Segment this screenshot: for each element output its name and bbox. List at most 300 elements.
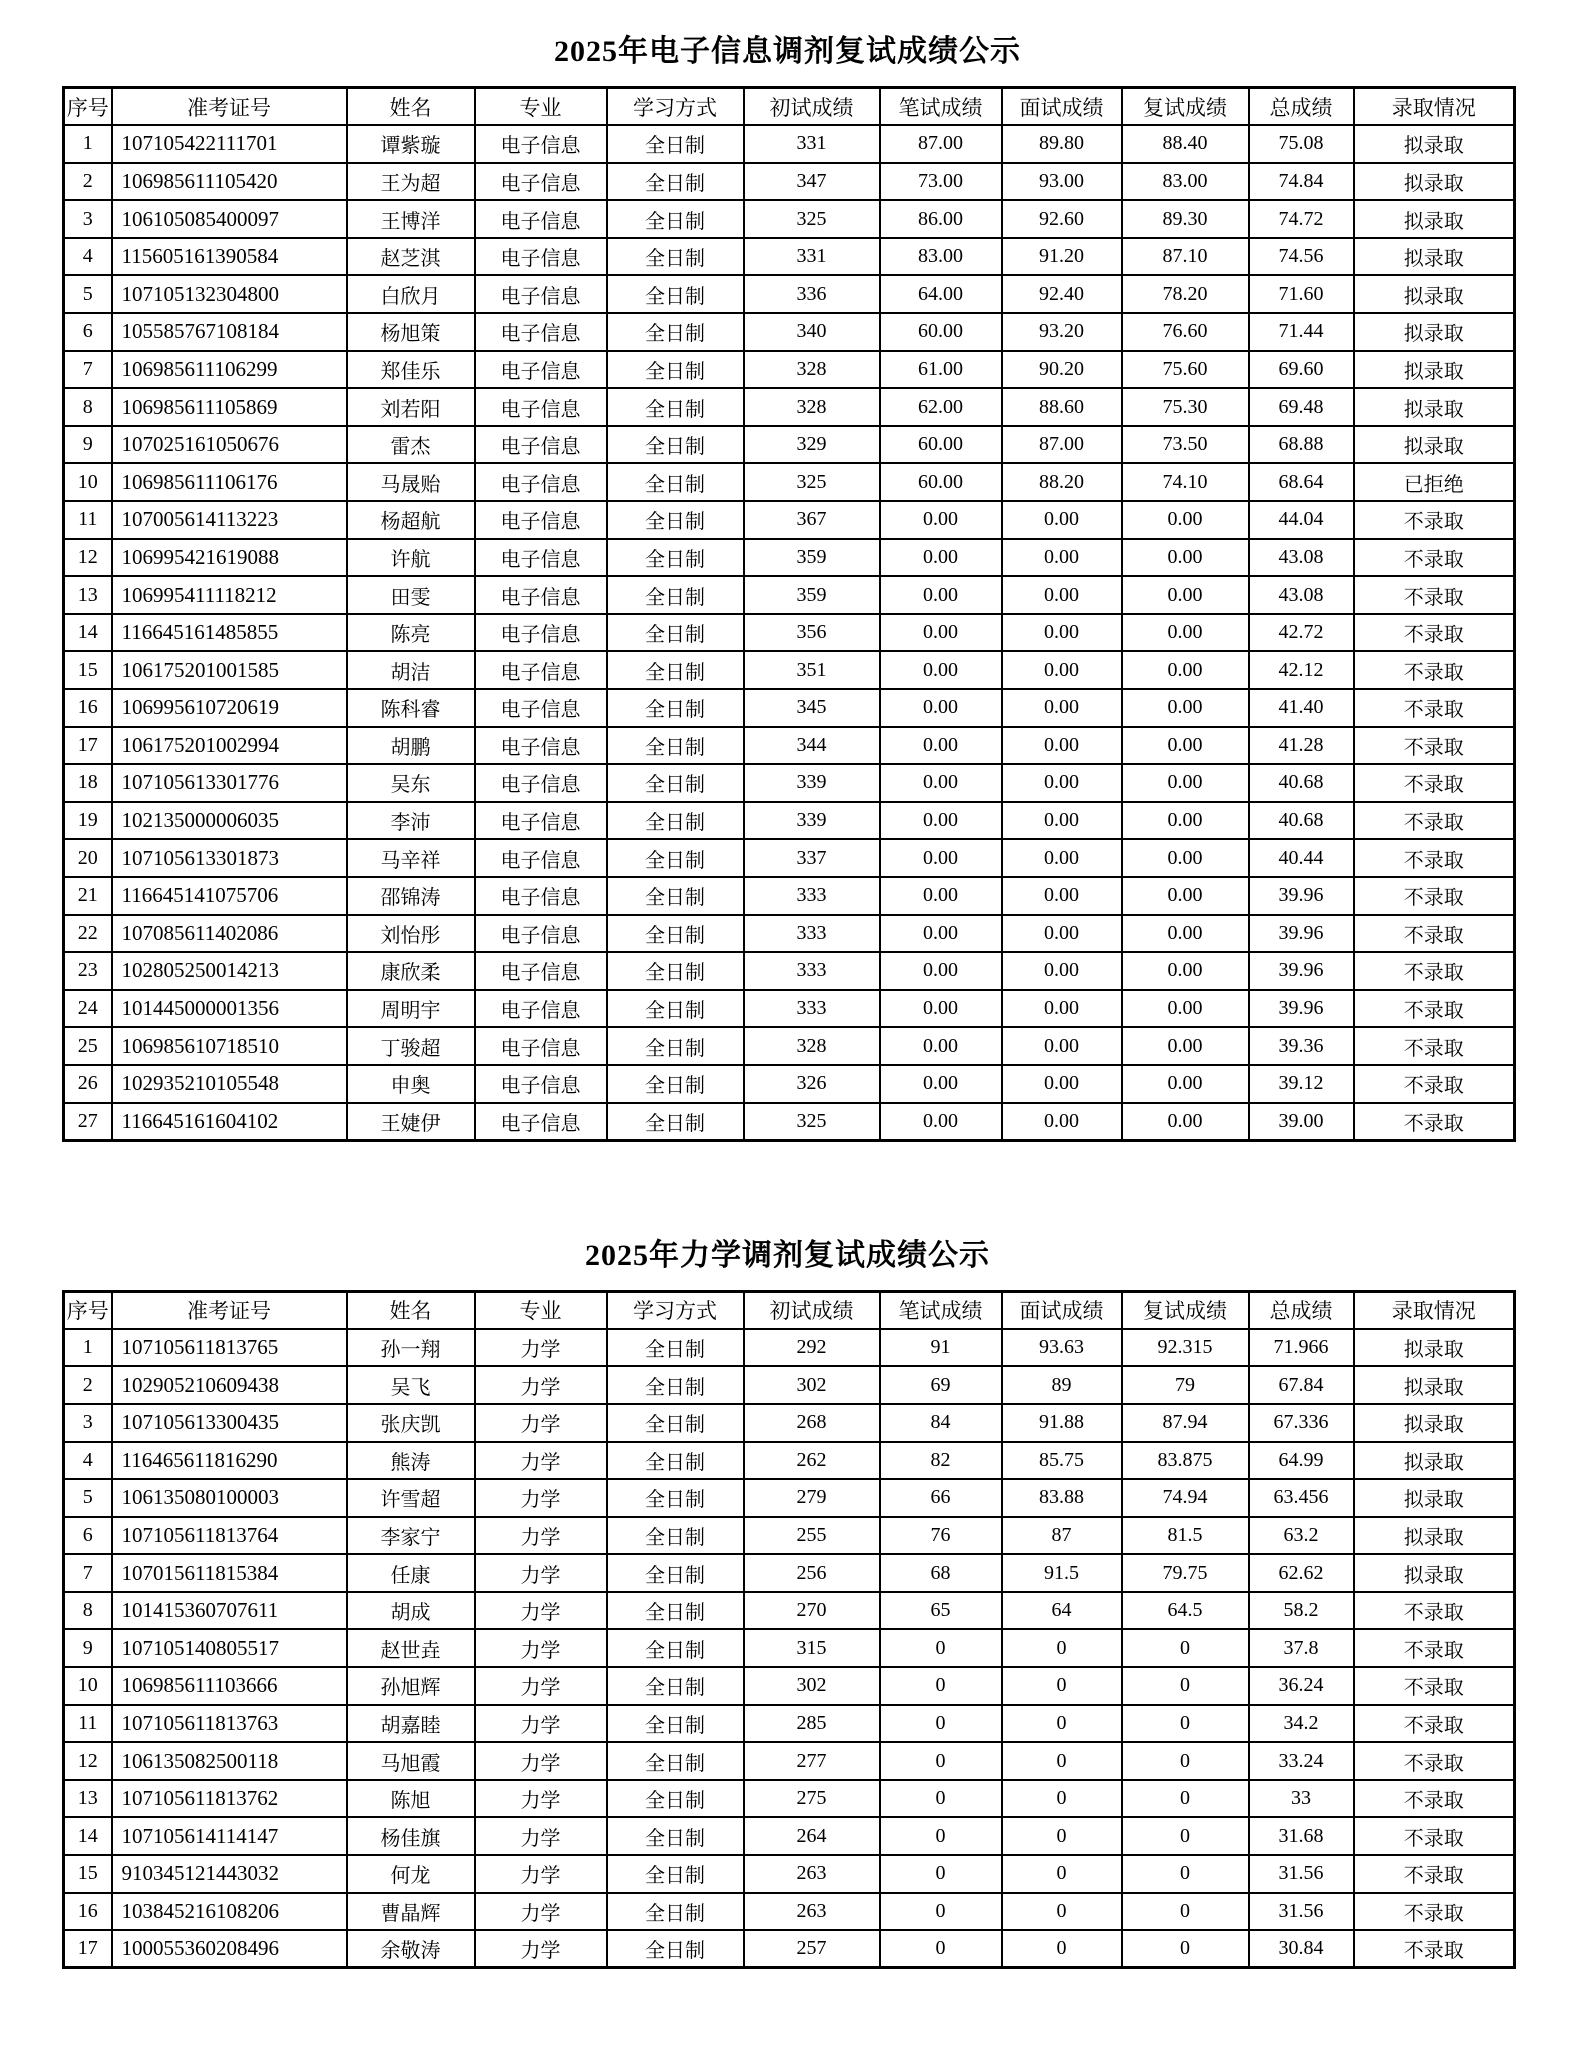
cell-admission-status: 不录取: [1354, 1817, 1515, 1855]
cell-initial-score: 277: [744, 1742, 880, 1780]
cell-written-score: 0.00: [880, 764, 1002, 802]
cell-retest-score: 74.10: [1122, 463, 1249, 501]
cell-ticket-number: 107005614113223: [112, 501, 347, 539]
cell-total-score: 39.96: [1249, 990, 1354, 1028]
cell-ticket-number: 107105611813762: [112, 1780, 347, 1818]
cell-index: 19: [64, 802, 112, 840]
cell-ticket-number: 106105085400097: [112, 200, 347, 238]
table-row: [64, 200, 1515, 238]
cell-study-mode: 全日制: [607, 990, 744, 1028]
cell-ticket-number: 910345121443032: [112, 1855, 347, 1893]
cell-index: 18: [64, 764, 112, 802]
cell-total-score: 68.88: [1249, 426, 1354, 464]
cell-total-score: 43.08: [1249, 576, 1354, 614]
cell-retest-score: 0.00: [1122, 689, 1249, 727]
cell-interview-score: 0: [1002, 1855, 1122, 1893]
cell-name: 刘怡彤: [347, 915, 475, 953]
cell-retest-score: 0: [1122, 1930, 1249, 1968]
cell-ticket-number: 115605161390584: [112, 238, 347, 276]
cell-admission-status: 不录取: [1354, 952, 1515, 990]
cell-study-mode: 全日制: [607, 915, 744, 953]
cell-total-score: 74.56: [1249, 238, 1354, 276]
cell-initial-score: 367: [744, 501, 880, 539]
cell-name: 邵锦涛: [347, 877, 475, 915]
cell-total-score: 71.44: [1249, 313, 1354, 351]
cell-study-mode: 全日制: [607, 501, 744, 539]
cell-total-score: 39.96: [1249, 952, 1354, 990]
cell-name: 熊涛: [347, 1442, 475, 1480]
cell-major: 电子信息: [475, 990, 607, 1028]
cell-study-mode: 全日制: [607, 689, 744, 727]
cell-total-score: 69.48: [1249, 388, 1354, 426]
cell-major: 电子信息: [475, 689, 607, 727]
column-header: 总成绩: [1249, 1291, 1354, 1329]
table-row: [64, 1329, 1515, 1367]
cell-ticket-number: 107105613301873: [112, 839, 347, 877]
cell-index: 24: [64, 990, 112, 1028]
cell-interview-score: 0.00: [1002, 1065, 1122, 1103]
cell-written-score: 0.00: [880, 1065, 1002, 1103]
cell-major: 电子信息: [475, 802, 607, 840]
cell-interview-score: 90.20: [1002, 351, 1122, 389]
cell-index: 8: [64, 1592, 112, 1630]
cell-admission-status: 拟录取: [1354, 163, 1515, 201]
cell-retest-score: 76.60: [1122, 313, 1249, 351]
cell-name: 杨超航: [347, 501, 475, 539]
cell-name: 吴飞: [347, 1366, 475, 1404]
cell-retest-score: 87.94: [1122, 1404, 1249, 1442]
cell-total-score: 31.68: [1249, 1817, 1354, 1855]
column-header: 专业: [475, 88, 607, 126]
cell-study-mode: 全日制: [607, 839, 744, 877]
cell-index: 6: [64, 313, 112, 351]
cell-total-score: 74.72: [1249, 200, 1354, 238]
cell-index: 27: [64, 1103, 112, 1141]
cell-name: 何龙: [347, 1855, 475, 1893]
table-row: [64, 125, 1515, 163]
cell-written-score: 0.00: [880, 651, 1002, 689]
cell-study-mode: 全日制: [607, 351, 744, 389]
cell-retest-score: 0.00: [1122, 539, 1249, 577]
cell-index: 2: [64, 1366, 112, 1404]
cell-written-score: 73.00: [880, 163, 1002, 201]
cell-total-score: 40.68: [1249, 764, 1354, 802]
column-header: 面试成绩: [1002, 1291, 1122, 1329]
table-row: [64, 1667, 1515, 1705]
cell-written-score: 66: [880, 1479, 1002, 1517]
cell-initial-score: 279: [744, 1479, 880, 1517]
cell-major: 力学: [475, 1893, 607, 1931]
column-header: 笔试成绩: [880, 1291, 1002, 1329]
cell-written-score: 84: [880, 1404, 1002, 1442]
column-header: 准考证号: [112, 1291, 347, 1329]
cell-study-mode: 全日制: [607, 952, 744, 990]
cell-interview-score: 0.00: [1002, 915, 1122, 953]
cell-initial-score: 333: [744, 877, 880, 915]
cell-ticket-number: 106985611105420: [112, 163, 347, 201]
cell-major: 力学: [475, 1705, 607, 1743]
cell-index: 25: [64, 1027, 112, 1065]
cell-ticket-number: 107085611402086: [112, 915, 347, 953]
cell-written-score: 0.00: [880, 1103, 1002, 1141]
cell-admission-status: 不录取: [1354, 539, 1515, 577]
cell-name: 许航: [347, 539, 475, 577]
cell-total-score: 71.966: [1249, 1329, 1354, 1367]
cell-interview-score: 91.20: [1002, 238, 1122, 276]
cell-name: 郑佳乐: [347, 351, 475, 389]
cell-major: 电子信息: [475, 764, 607, 802]
table-row: [64, 614, 1515, 652]
cell-initial-score: 302: [744, 1366, 880, 1404]
header-row: [64, 88, 1515, 126]
cell-index: 13: [64, 576, 112, 614]
cell-written-score: 65: [880, 1592, 1002, 1630]
cell-major: 电子信息: [475, 614, 607, 652]
cell-written-score: 0.00: [880, 802, 1002, 840]
cell-name: 杨旭策: [347, 313, 475, 351]
cell-index: 14: [64, 1817, 112, 1855]
cell-interview-score: 64: [1002, 1592, 1122, 1630]
column-header: 序号: [64, 88, 112, 126]
cell-initial-score: 337: [744, 839, 880, 877]
cell-index: 15: [64, 1855, 112, 1893]
cell-total-score: 67.84: [1249, 1366, 1354, 1404]
cell-retest-score: 79.75: [1122, 1554, 1249, 1592]
cell-total-score: 39.96: [1249, 915, 1354, 953]
cell-total-score: 40.44: [1249, 839, 1354, 877]
cell-ticket-number: 106995411118212: [112, 576, 347, 614]
column-header: 初试成绩: [744, 1291, 880, 1329]
column-header: 学习方式: [607, 88, 744, 126]
cell-major: 电子信息: [475, 163, 607, 201]
cell-admission-status: 不录取: [1354, 1065, 1515, 1103]
cell-initial-score: 292: [744, 1329, 880, 1367]
cell-major: 电子信息: [475, 1027, 607, 1065]
cell-admission-status: 拟录取: [1354, 125, 1515, 163]
cell-retest-score: 75.60: [1122, 351, 1249, 389]
cell-major: 电子信息: [475, 426, 607, 464]
table-row: [64, 539, 1515, 577]
table-row: [64, 1103, 1515, 1141]
cell-initial-score: 351: [744, 651, 880, 689]
cell-study-mode: 全日制: [607, 1855, 744, 1893]
cell-major: 电子信息: [475, 125, 607, 163]
cell-study-mode: 全日制: [607, 1893, 744, 1931]
cell-total-score: 39.36: [1249, 1027, 1354, 1065]
cell-major: 力学: [475, 1780, 607, 1818]
cell-written-score: 0.00: [880, 576, 1002, 614]
cell-retest-score: 75.30: [1122, 388, 1249, 426]
cell-retest-score: 0.00: [1122, 576, 1249, 614]
cell-study-mode: 全日制: [607, 539, 744, 577]
cell-index: 14: [64, 614, 112, 652]
cell-written-score: 0: [880, 1855, 1002, 1893]
cell-ticket-number: 107015611815384: [112, 1554, 347, 1592]
cell-interview-score: 0.00: [1002, 614, 1122, 652]
cell-major: 力学: [475, 1404, 607, 1442]
cell-retest-score: 0: [1122, 1780, 1249, 1818]
cell-admission-status: 不录取: [1354, 1780, 1515, 1818]
cell-ticket-number: 107105613300435: [112, 1404, 347, 1442]
table-row: [64, 651, 1515, 689]
table-row: [64, 501, 1515, 539]
cell-index: 10: [64, 1667, 112, 1705]
cell-initial-score: 340: [744, 313, 880, 351]
cell-interview-score: 88.20: [1002, 463, 1122, 501]
cell-retest-score: 87.10: [1122, 238, 1249, 276]
table-row: [64, 238, 1515, 276]
cell-major: 力学: [475, 1930, 607, 1968]
cell-interview-score: 89: [1002, 1366, 1122, 1404]
cell-name: 许雪超: [347, 1479, 475, 1517]
cell-admission-status: 拟录取: [1354, 388, 1515, 426]
cell-study-mode: 全日制: [607, 463, 744, 501]
cell-ticket-number: 107025161050676: [112, 426, 347, 464]
cell-major: 电子信息: [475, 576, 607, 614]
cell-interview-score: 0.00: [1002, 764, 1122, 802]
cell-index: 3: [64, 200, 112, 238]
cell-initial-score: 325: [744, 463, 880, 501]
table-row: [64, 1479, 1515, 1517]
table-row: [64, 1404, 1515, 1442]
cell-index: 5: [64, 275, 112, 313]
cell-total-score: 41.28: [1249, 727, 1354, 765]
column-header: 姓名: [347, 1291, 475, 1329]
cell-admission-status: 不录取: [1354, 614, 1515, 652]
cell-retest-score: 0.00: [1122, 915, 1249, 953]
cell-written-score: 61.00: [880, 351, 1002, 389]
cell-study-mode: 全日制: [607, 614, 744, 652]
cell-study-mode: 全日制: [607, 1329, 744, 1367]
cell-initial-score: 331: [744, 125, 880, 163]
cell-interview-score: 0.00: [1002, 727, 1122, 765]
cell-written-score: 0: [880, 1742, 1002, 1780]
cell-study-mode: 全日制: [607, 313, 744, 351]
cell-initial-score: 263: [744, 1855, 880, 1893]
cell-written-score: 0.00: [880, 915, 1002, 953]
cell-written-score: 62.00: [880, 388, 1002, 426]
cell-initial-score: 344: [744, 727, 880, 765]
cell-retest-score: 0.00: [1122, 839, 1249, 877]
cell-initial-score: 331: [744, 238, 880, 276]
cell-initial-score: 256: [744, 1554, 880, 1592]
cell-initial-score: 328: [744, 351, 880, 389]
cell-study-mode: 全日制: [607, 1629, 744, 1667]
cell-index: 6: [64, 1517, 112, 1555]
cell-initial-score: 302: [744, 1667, 880, 1705]
cell-written-score: 60.00: [880, 426, 1002, 464]
cell-major: 力学: [475, 1554, 607, 1592]
cell-total-score: 42.12: [1249, 651, 1354, 689]
cell-total-score: 63.456: [1249, 1479, 1354, 1517]
cell-ticket-number: 102805250014213: [112, 952, 347, 990]
cell-retest-score: 0.00: [1122, 501, 1249, 539]
cell-retest-score: 89.30: [1122, 200, 1249, 238]
cell-retest-score: 0.00: [1122, 802, 1249, 840]
table-row: [64, 1065, 1515, 1103]
table-title-mechanics: 2025年力学调剂复试成绩公示: [585, 1238, 990, 1272]
table-row: [64, 1629, 1515, 1667]
cell-initial-score: 345: [744, 689, 880, 727]
cell-index: 9: [64, 426, 112, 464]
cell-name: 马辛祥: [347, 839, 475, 877]
cell-name: 康欣柔: [347, 952, 475, 990]
cell-index: 12: [64, 1742, 112, 1780]
cell-study-mode: 全日制: [607, 125, 744, 163]
cell-ticket-number: 100055360208496: [112, 1930, 347, 1968]
cell-major: 力学: [475, 1817, 607, 1855]
cell-study-mode: 全日制: [607, 1404, 744, 1442]
cell-interview-score: 0: [1002, 1817, 1122, 1855]
cell-ticket-number: 107105422111701: [112, 125, 347, 163]
cell-name: 吴东: [347, 764, 475, 802]
cell-written-score: 0.00: [880, 501, 1002, 539]
cell-interview-score: 0.00: [1002, 877, 1122, 915]
cell-initial-score: 263: [744, 1893, 880, 1931]
cell-retest-score: 81.5: [1122, 1517, 1249, 1555]
cell-admission-status: 已拒绝: [1354, 463, 1515, 501]
cell-index: 9: [64, 1629, 112, 1667]
cell-interview-score: 88.60: [1002, 388, 1122, 426]
cell-ticket-number: 107105614114147: [112, 1817, 347, 1855]
table-row: [64, 1366, 1515, 1404]
cell-ticket-number: 106985611103666: [112, 1667, 347, 1705]
cell-major: 电子信息: [475, 877, 607, 915]
cell-study-mode: 全日制: [607, 1592, 744, 1630]
cell-ticket-number: 105585767108184: [112, 313, 347, 351]
cell-ticket-number: 116645161604102: [112, 1103, 347, 1141]
cell-major: 电子信息: [475, 388, 607, 426]
cell-total-score: 40.68: [1249, 802, 1354, 840]
cell-retest-score: 83.875: [1122, 1442, 1249, 1480]
cell-total-score: 30.84: [1249, 1930, 1354, 1968]
cell-initial-score: 264: [744, 1817, 880, 1855]
cell-study-mode: 全日制: [607, 1366, 744, 1404]
cell-ticket-number: 106985611106299: [112, 351, 347, 389]
cell-interview-score: 93.00: [1002, 163, 1122, 201]
cell-initial-score: 325: [744, 200, 880, 238]
cell-retest-score: 0.00: [1122, 727, 1249, 765]
cell-ticket-number: 102135000006035: [112, 802, 347, 840]
cell-study-mode: 全日制: [607, 1930, 744, 1968]
cell-initial-score: 315: [744, 1629, 880, 1667]
cell-major: 电子信息: [475, 651, 607, 689]
cell-admission-status: 不录取: [1354, 1742, 1515, 1780]
cell-index: 16: [64, 689, 112, 727]
cell-name: 马晟贻: [347, 463, 475, 501]
cell-study-mode: 全日制: [607, 1667, 744, 1705]
cell-admission-status: 拟录取: [1354, 1404, 1515, 1442]
cell-retest-score: 0: [1122, 1629, 1249, 1667]
cell-major: 电子信息: [475, 915, 607, 953]
cell-index: 17: [64, 1930, 112, 1968]
cell-major: 电子信息: [475, 238, 607, 276]
cell-ticket-number: 107105613301776: [112, 764, 347, 802]
cell-name: 陈旭: [347, 1780, 475, 1818]
cell-written-score: 69: [880, 1366, 1002, 1404]
cell-admission-status: 不录取: [1354, 915, 1515, 953]
cell-interview-score: 87: [1002, 1517, 1122, 1555]
cell-ticket-number: 107105611813763: [112, 1705, 347, 1743]
table-row: [64, 1517, 1515, 1555]
cell-index: 16: [64, 1893, 112, 1931]
cell-admission-status: 不录取: [1354, 802, 1515, 840]
cell-retest-score: 92.315: [1122, 1329, 1249, 1367]
cell-retest-score: 0: [1122, 1742, 1249, 1780]
cell-initial-score: 328: [744, 388, 880, 426]
cell-written-score: 0.00: [880, 839, 1002, 877]
table-row: [64, 388, 1515, 426]
cell-index: 7: [64, 1554, 112, 1592]
cell-written-score: 0: [880, 1667, 1002, 1705]
cell-major: 电子信息: [475, 1103, 607, 1141]
cell-major: 力学: [475, 1329, 607, 1367]
cell-name: 王博洋: [347, 200, 475, 238]
cell-study-mode: 全日制: [607, 238, 744, 276]
cell-total-score: 36.24: [1249, 1667, 1354, 1705]
cell-study-mode: 全日制: [607, 1554, 744, 1592]
cell-admission-status: 不录取: [1354, 1103, 1515, 1141]
cell-major: 电子信息: [475, 351, 607, 389]
cell-ticket-number: 106995610720619: [112, 689, 347, 727]
cell-retest-score: 78.20: [1122, 275, 1249, 313]
cell-interview-score: 0.00: [1002, 539, 1122, 577]
table-row: [64, 1554, 1515, 1592]
column-header: 面试成绩: [1002, 88, 1122, 126]
cell-total-score: 41.40: [1249, 689, 1354, 727]
cell-ticket-number: 103845216108206: [112, 1893, 347, 1931]
table-row: [64, 1442, 1515, 1480]
cell-total-score: 43.08: [1249, 539, 1354, 577]
cell-major: 力学: [475, 1855, 607, 1893]
cell-major: 力学: [475, 1629, 607, 1667]
cell-index: 21: [64, 877, 112, 915]
cell-name: 申奥: [347, 1065, 475, 1103]
cell-total-score: 39.96: [1249, 877, 1354, 915]
cell-written-score: 0: [880, 1705, 1002, 1743]
table-row: [64, 313, 1515, 351]
cell-initial-score: 255: [744, 1517, 880, 1555]
cell-study-mode: 全日制: [607, 163, 744, 201]
cell-name: 丁骏超: [347, 1027, 475, 1065]
cell-name: 孙一翔: [347, 1329, 475, 1367]
cell-written-score: 0.00: [880, 727, 1002, 765]
cell-retest-score: 74.94: [1122, 1479, 1249, 1517]
cell-study-mode: 全日制: [607, 802, 744, 840]
cell-name: 谭紫璇: [347, 125, 475, 163]
cell-major: 力学: [475, 1442, 607, 1480]
cell-admission-status: 拟录取: [1354, 1329, 1515, 1367]
cell-interview-score: 0.00: [1002, 689, 1122, 727]
cell-written-score: 0: [880, 1629, 1002, 1667]
cell-index: 2: [64, 163, 112, 201]
cell-name: 陈亮: [347, 614, 475, 652]
column-header: 准考证号: [112, 88, 347, 126]
cell-initial-score: 339: [744, 764, 880, 802]
table-row: [64, 990, 1515, 1028]
cell-index: 10: [64, 463, 112, 501]
cell-name: 雷杰: [347, 426, 475, 464]
table-row: [64, 1592, 1515, 1630]
cell-initial-score: 333: [744, 915, 880, 953]
cell-interview-score: 0.00: [1002, 990, 1122, 1028]
cell-written-score: 64.00: [880, 275, 1002, 313]
cell-total-score: 63.2: [1249, 1517, 1354, 1555]
cell-written-score: 0: [880, 1780, 1002, 1818]
cell-initial-score: 268: [744, 1404, 880, 1442]
cell-initial-score: 325: [744, 1103, 880, 1141]
cell-total-score: 31.56: [1249, 1893, 1354, 1931]
